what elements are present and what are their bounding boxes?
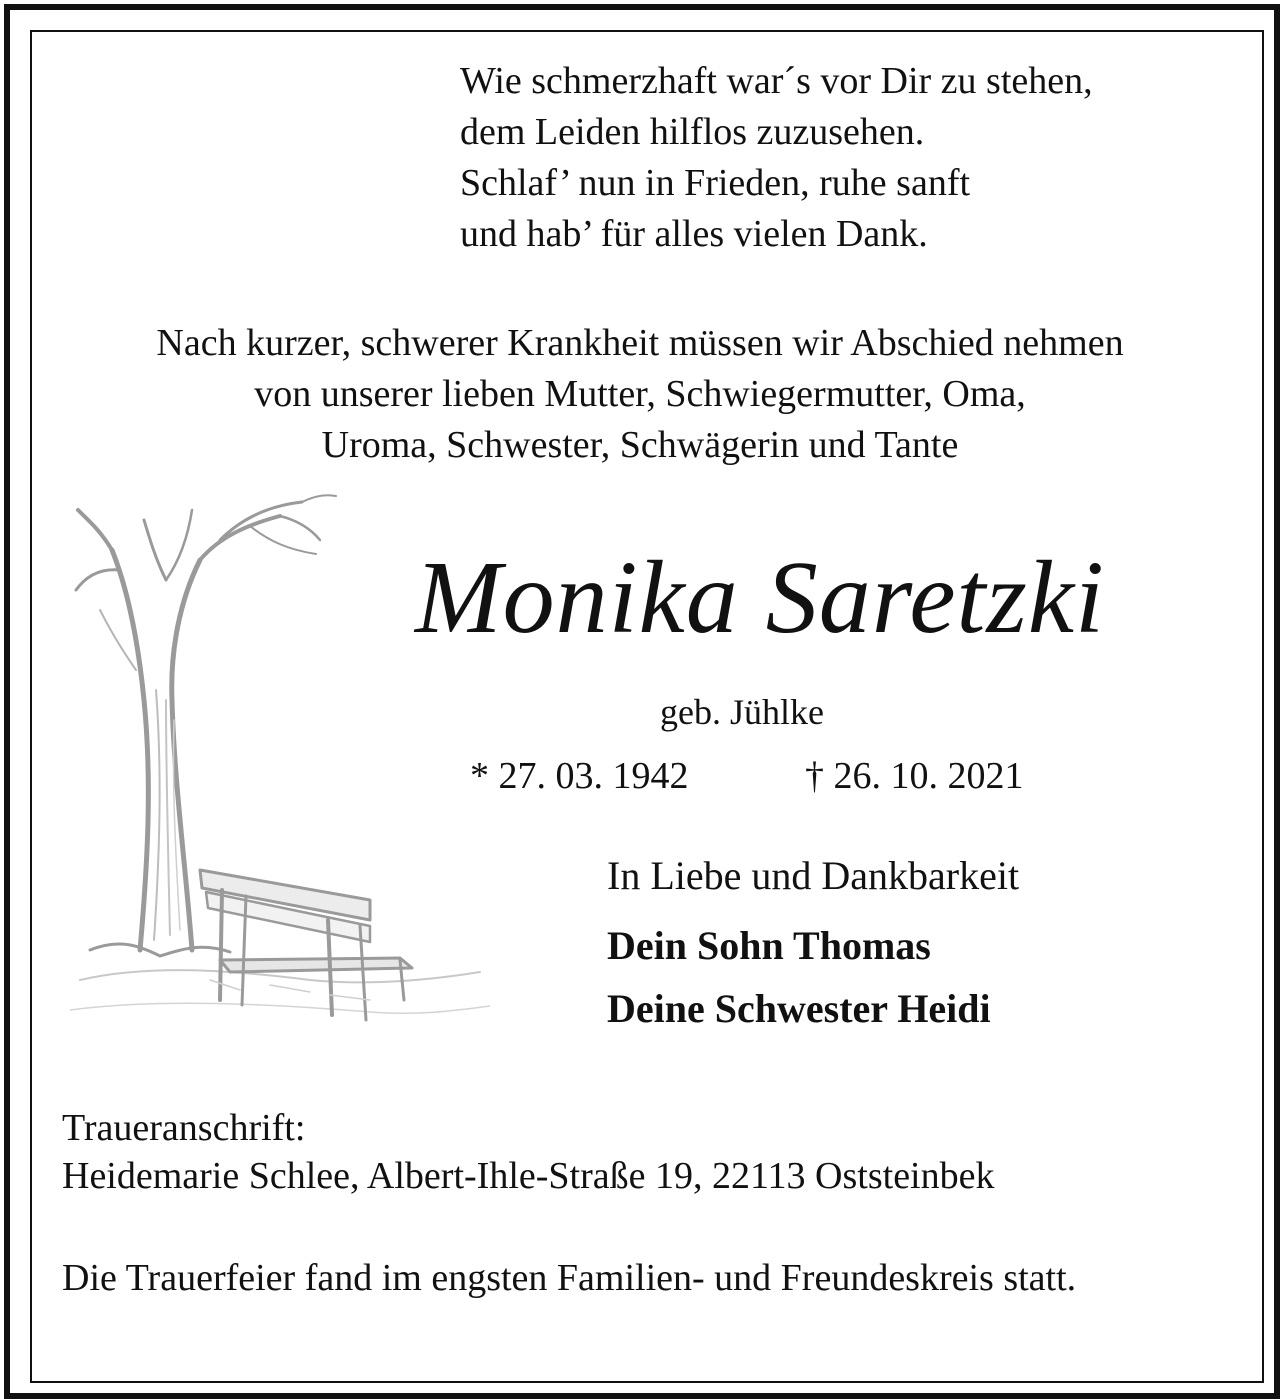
poem-line: und hab’ für alles vielen Dank. [460, 213, 928, 255]
intro-line: Uroma, Schwester, Schwägerin und Tante [321, 424, 959, 466]
birth-date: * 27. 03. 1942 [470, 755, 689, 797]
address-label: Traueranschrift: [62, 1107, 306, 1149]
death-date: † 26. 10. 2021 [805, 755, 1024, 797]
poem-line: Wie schmerzhaft war´s vor Dir zu stehen, [460, 60, 1093, 102]
mourner-name: Deine Schwester Heidi [607, 986, 991, 1031]
intro-text [40, 318, 1240, 471]
address-text: Heidemarie Schlee, Albert-Ihle-Straße 19, 22113 Oststeinbek [62, 1155, 995, 1197]
closing-phrase: In Liebe und Dankbarkeit [607, 853, 1020, 898]
poem-line: Schlaf’ nun in Frieden, ruhe sanft [460, 162, 971, 204]
mourner-name: Dein Sohn Thomas [607, 923, 931, 968]
funeral-notice: Die Trauerfeier fand im engsten Familien- und Freundeskreis statt. [62, 1257, 1077, 1299]
maiden-name: geb. Jühlke [660, 692, 824, 732]
poem-line: dem Leiden hilflos zuzusehen. [460, 111, 925, 153]
poem [460, 56, 1093, 260]
intro-line: Nach kurzer, schwerer Krankheit müssen wir Abschied nehmen [156, 322, 1124, 364]
intro-line: von unserer lieben Mutter, Schwiegermutter, Oma, [254, 373, 1026, 415]
deceased-name: Monika Saretzki [415, 540, 1105, 655]
